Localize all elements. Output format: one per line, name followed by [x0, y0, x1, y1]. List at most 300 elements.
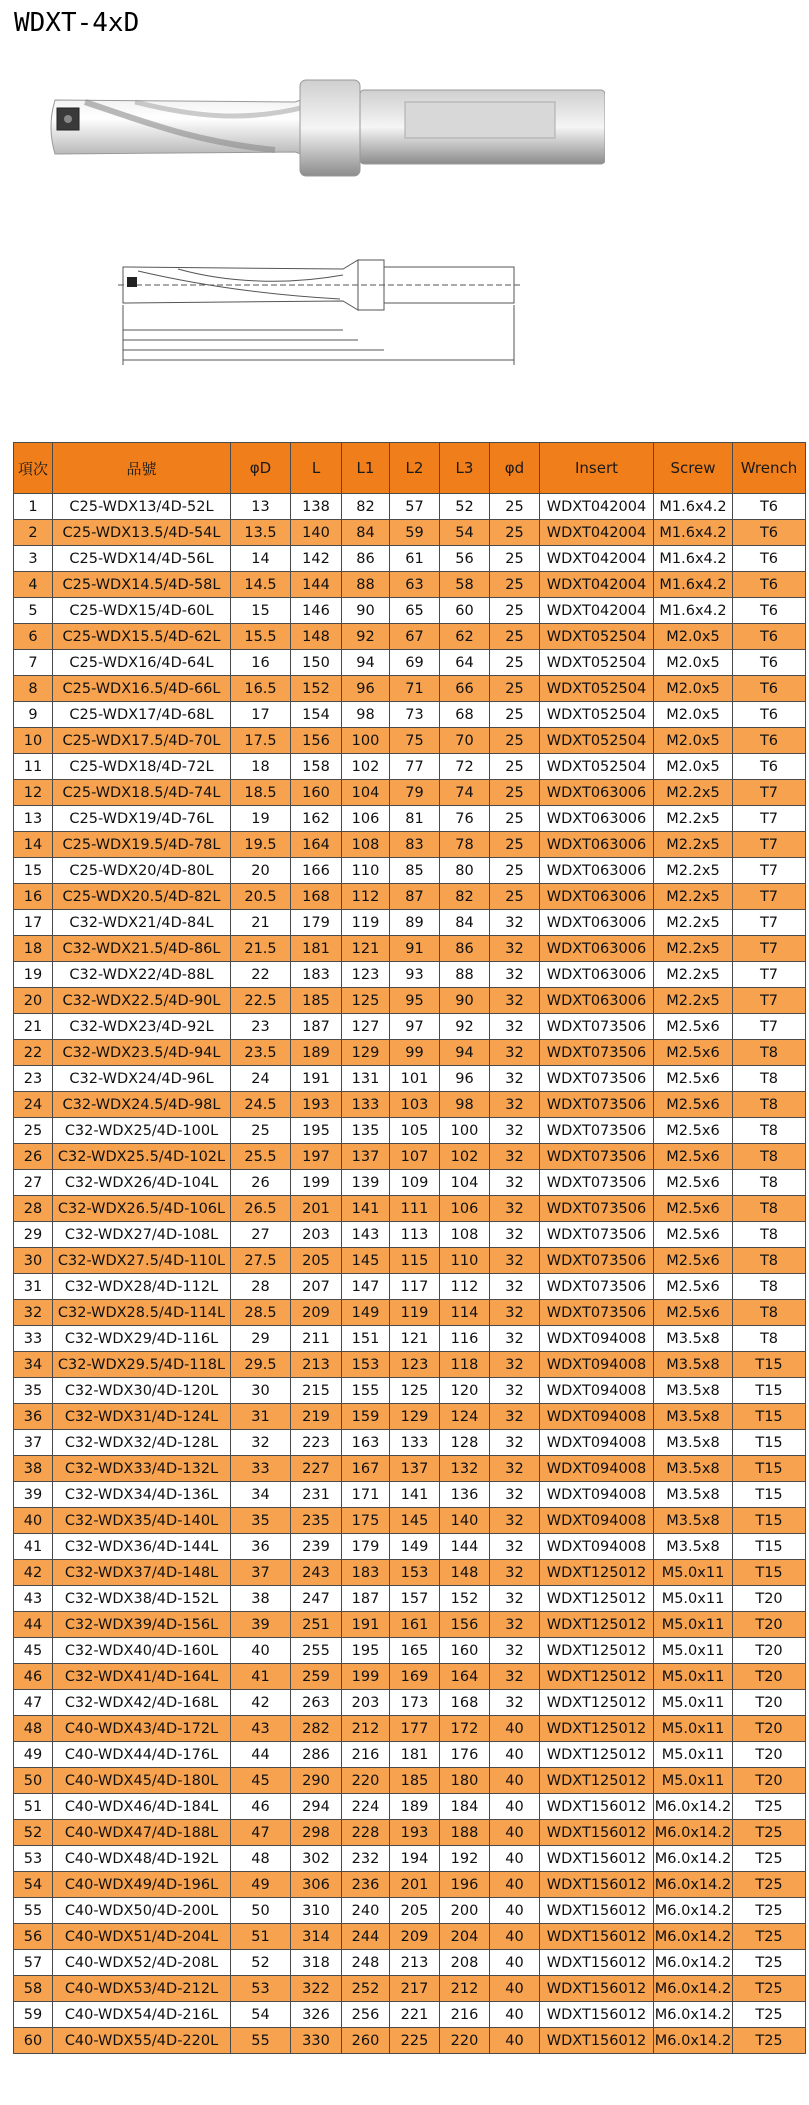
cell-length: 203 [291, 1222, 342, 1248]
cell-insert: WDXT073506 [540, 1040, 654, 1066]
cell-diameter: 34 [231, 1482, 291, 1508]
cell-length: 205 [291, 1248, 342, 1274]
cell-model: C32-WDX32/4D-128L [53, 1430, 231, 1456]
cell-l1: 216 [342, 1742, 390, 1768]
cell-length: 154 [291, 702, 342, 728]
cell-length: 166 [291, 858, 342, 884]
table-row [14, 1560, 806, 1586]
cell-item: 50 [14, 1768, 53, 1794]
cell-screw: M5.0x11 [654, 1768, 733, 1794]
cell-l1: 195 [342, 1638, 390, 1664]
cell-l3: 152 [440, 1586, 490, 1612]
cell-insert: WDXT094008 [540, 1404, 654, 1430]
cell-screw: M2.2x5 [654, 832, 733, 858]
cell-length: 282 [291, 1716, 342, 1742]
cell-shank-diameter: 40 [490, 1976, 540, 2002]
cell-length: 181 [291, 936, 342, 962]
table-row [14, 1456, 806, 1482]
cell-wrench: T20 [733, 1716, 806, 1742]
cell-wrench: T7 [733, 858, 806, 884]
cell-length: 223 [291, 1430, 342, 1456]
cell-l3: 90 [440, 988, 490, 1014]
cell-screw: M3.5x8 [654, 1534, 733, 1560]
table-row [14, 1092, 806, 1118]
cell-shank-diameter: 25 [490, 520, 540, 546]
cell-model: C25-WDX18/4D-72L [53, 754, 231, 780]
cell-insert: WDXT063006 [540, 780, 654, 806]
cell-wrench: T8 [733, 1248, 806, 1274]
cell-wrench: T15 [733, 1352, 806, 1378]
cell-model: C32-WDX21.5/4D-86L [53, 936, 231, 962]
cell-item: 58 [14, 1976, 53, 2002]
cell-item: 60 [14, 2028, 53, 2054]
cell-insert: WDXT094008 [540, 1456, 654, 1482]
cell-wrench: T15 [733, 1534, 806, 1560]
cell-l2: 101 [390, 1066, 440, 1092]
cell-wrench: T15 [733, 1456, 806, 1482]
table-row [14, 1326, 806, 1352]
cell-wrench: T7 [733, 936, 806, 962]
cell-l1: 133 [342, 1092, 390, 1118]
cell-screw: M6.0x14.2 [654, 1820, 733, 1846]
cell-model: C32-WDX38/4D-152L [53, 1586, 231, 1612]
cell-l3: 58 [440, 572, 490, 598]
cell-l1: 88 [342, 572, 390, 598]
cell-screw: M2.5x6 [654, 1092, 733, 1118]
cell-insert: WDXT094008 [540, 1378, 654, 1404]
cell-item: 53 [14, 1846, 53, 1872]
cell-insert: WDXT042004 [540, 598, 654, 624]
cell-diameter: 51 [231, 1924, 291, 1950]
cell-item: 1 [14, 494, 53, 520]
cell-insert: WDXT073506 [540, 1170, 654, 1196]
cell-shank-diameter: 32 [490, 1014, 540, 1040]
cell-length: 211 [291, 1326, 342, 1352]
cell-l1: 102 [342, 754, 390, 780]
cell-diameter: 23.5 [231, 1040, 291, 1066]
cell-screw: M1.6x4.2 [654, 598, 733, 624]
cell-screw: M3.5x8 [654, 1508, 733, 1534]
table-row [14, 1612, 806, 1638]
cell-shank-diameter: 25 [490, 754, 540, 780]
cell-shank-diameter: 40 [490, 1872, 540, 1898]
cell-length: 322 [291, 1976, 342, 2002]
cell-l2: 194 [390, 1846, 440, 1872]
cell-diameter: 14 [231, 546, 291, 572]
cell-l3: 110 [440, 1248, 490, 1274]
cell-shank-diameter: 32 [490, 1534, 540, 1560]
cell-shank-diameter: 25 [490, 780, 540, 806]
cell-screw: M2.0x5 [654, 728, 733, 754]
cell-insert: WDXT125012 [540, 1768, 654, 1794]
cell-insert: WDXT094008 [540, 1430, 654, 1456]
col-header-l3: L3 [440, 443, 490, 494]
cell-screw: M5.0x11 [654, 1716, 733, 1742]
cell-shank-diameter: 32 [490, 1092, 540, 1118]
cell-diameter: 18.5 [231, 780, 291, 806]
cell-l1: 112 [342, 884, 390, 910]
cell-shank-diameter: 25 [490, 832, 540, 858]
cell-shank-diameter: 32 [490, 1222, 540, 1248]
cell-insert: WDXT094008 [540, 1326, 654, 1352]
cell-l2: 129 [390, 1404, 440, 1430]
cell-l2: 225 [390, 2028, 440, 2054]
cell-diameter: 38 [231, 1586, 291, 1612]
table-row [14, 1508, 806, 1534]
table-row [14, 2002, 806, 2028]
cell-l3: 82 [440, 884, 490, 910]
cell-length: 187 [291, 1014, 342, 1040]
drill-technical-drawing [118, 255, 528, 375]
cell-wrench: T6 [733, 494, 806, 520]
cell-wrench: T20 [733, 1690, 806, 1716]
cell-screw: M3.5x8 [654, 1404, 733, 1430]
cell-l3: 124 [440, 1404, 490, 1430]
cell-shank-diameter: 32 [490, 988, 540, 1014]
cell-l2: 113 [390, 1222, 440, 1248]
cell-diameter: 22.5 [231, 988, 291, 1014]
cell-length: 144 [291, 572, 342, 598]
cell-l3: 60 [440, 598, 490, 624]
cell-l1: 167 [342, 1456, 390, 1482]
cell-diameter: 43 [231, 1716, 291, 1742]
cell-item: 48 [14, 1716, 53, 1742]
cell-model: C32-WDX31/4D-124L [53, 1404, 231, 1430]
cell-diameter: 24 [231, 1066, 291, 1092]
cell-l3: 116 [440, 1326, 490, 1352]
cell-insert: WDXT063006 [540, 936, 654, 962]
cell-screw: M2.2x5 [654, 936, 733, 962]
cell-length: 286 [291, 1742, 342, 1768]
cell-wrench: T7 [733, 988, 806, 1014]
cell-length: 160 [291, 780, 342, 806]
cell-item: 3 [14, 546, 53, 572]
table-row [14, 858, 806, 884]
cell-length: 138 [291, 494, 342, 520]
cell-l2: 221 [390, 2002, 440, 2028]
cell-l1: 236 [342, 1872, 390, 1898]
cell-insert: WDXT156012 [540, 1924, 654, 1950]
cell-model: C32-WDX27.5/4D-110L [53, 1248, 231, 1274]
cell-l1: 228 [342, 1820, 390, 1846]
cell-model: C25-WDX15.5/4D-62L [53, 624, 231, 650]
cell-insert: WDXT125012 [540, 1664, 654, 1690]
page-title: WDXT-4xD [14, 8, 140, 38]
table-row [14, 1742, 806, 1768]
cell-l2: 85 [390, 858, 440, 884]
cell-insert: WDXT073506 [540, 1144, 654, 1170]
cell-item: 57 [14, 1950, 53, 1976]
cell-wrench: T15 [733, 1404, 806, 1430]
cell-model: C32-WDX29/4D-116L [53, 1326, 231, 1352]
cell-l3: 104 [440, 1170, 490, 1196]
cell-diameter: 47 [231, 1820, 291, 1846]
cell-l1: 96 [342, 676, 390, 702]
table-row [14, 1352, 806, 1378]
cell-wrench: T7 [733, 910, 806, 936]
cell-shank-diameter: 32 [490, 936, 540, 962]
cell-shank-diameter: 25 [490, 572, 540, 598]
table-row [14, 1274, 806, 1300]
cell-l2: 145 [390, 1508, 440, 1534]
cell-model: C40-WDX45/4D-180L [53, 1768, 231, 1794]
cell-diameter: 22 [231, 962, 291, 988]
cell-item: 46 [14, 1664, 53, 1690]
cell-screw: M6.0x14.2 [654, 2028, 733, 2054]
cell-shank-diameter: 32 [490, 1170, 540, 1196]
cell-wrench: T25 [733, 2002, 806, 2028]
cell-shank-diameter: 32 [490, 1638, 540, 1664]
cell-insert: WDXT073506 [540, 1118, 654, 1144]
cell-length: 197 [291, 1144, 342, 1170]
cell-wrench: T25 [733, 1846, 806, 1872]
cell-l2: 137 [390, 1456, 440, 1482]
cell-l3: 68 [440, 702, 490, 728]
cell-shank-diameter: 40 [490, 1820, 540, 1846]
cell-l3: 96 [440, 1066, 490, 1092]
cell-l2: 93 [390, 962, 440, 988]
cell-screw: M2.0x5 [654, 702, 733, 728]
cell-diameter: 26.5 [231, 1196, 291, 1222]
cell-length: 263 [291, 1690, 342, 1716]
cell-wrench: T6 [733, 702, 806, 728]
cell-model: C32-WDX40/4D-160L [53, 1638, 231, 1664]
cell-length: 146 [291, 598, 342, 624]
cell-l3: 216 [440, 2002, 490, 2028]
cell-model: C32-WDX21/4D-84L [53, 910, 231, 936]
cell-l2: 165 [390, 1638, 440, 1664]
cell-insert: WDXT125012 [540, 1716, 654, 1742]
cell-model: C40-WDX55/4D-220L [53, 2028, 231, 2054]
cell-l3: 100 [440, 1118, 490, 1144]
cell-l2: 107 [390, 1144, 440, 1170]
cell-length: 259 [291, 1664, 342, 1690]
cell-screw: M1.6x4.2 [654, 546, 733, 572]
cell-insert: WDXT052504 [540, 728, 654, 754]
cell-screw: M3.5x8 [654, 1352, 733, 1378]
cell-l2: 77 [390, 754, 440, 780]
cell-l3: 120 [440, 1378, 490, 1404]
cell-item: 59 [14, 2002, 53, 2028]
table-row [14, 910, 806, 936]
cell-insert: WDXT052504 [540, 702, 654, 728]
cell-model: C32-WDX24.5/4D-98L [53, 1092, 231, 1118]
cell-screw: M2.5x6 [654, 1118, 733, 1144]
cell-shank-diameter: 25 [490, 728, 540, 754]
cell-model: C40-WDX47/4D-188L [53, 1820, 231, 1846]
cell-item: 32 [14, 1300, 53, 1326]
cell-insert: WDXT094008 [540, 1352, 654, 1378]
cell-wrench: T25 [733, 1924, 806, 1950]
cell-l2: 149 [390, 1534, 440, 1560]
cell-item: 19 [14, 962, 53, 988]
cell-shank-diameter: 25 [490, 884, 540, 910]
cell-length: 150 [291, 650, 342, 676]
cell-l2: 157 [390, 1586, 440, 1612]
cell-shank-diameter: 40 [490, 1924, 540, 1950]
cell-l1: 159 [342, 1404, 390, 1430]
cell-model: C25-WDX16.5/4D-66L [53, 676, 231, 702]
cell-screw: M2.5x6 [654, 1300, 733, 1326]
cell-l2: 141 [390, 1482, 440, 1508]
cell-l2: 75 [390, 728, 440, 754]
cell-length: 326 [291, 2002, 342, 2028]
cell-l2: 63 [390, 572, 440, 598]
cell-item: 31 [14, 1274, 53, 1300]
cell-l1: 175 [342, 1508, 390, 1534]
cell-item: 14 [14, 832, 53, 858]
cell-item: 37 [14, 1430, 53, 1456]
cell-model: C32-WDX41/4D-164L [53, 1664, 231, 1690]
table-row [14, 546, 806, 572]
cell-model: C25-WDX13.5/4D-54L [53, 520, 231, 546]
cell-item: 55 [14, 1898, 53, 1924]
cell-l1: 153 [342, 1352, 390, 1378]
cell-diameter: 17.5 [231, 728, 291, 754]
cell-l3: 140 [440, 1508, 490, 1534]
cell-l3: 208 [440, 1950, 490, 1976]
cell-length: 330 [291, 2028, 342, 2054]
cell-model: C32-WDX25.5/4D-102L [53, 1144, 231, 1170]
cell-screw: M5.0x11 [654, 1560, 733, 1586]
cell-l2: 57 [390, 494, 440, 520]
cell-model: C25-WDX20/4D-80L [53, 858, 231, 884]
table-row [14, 650, 806, 676]
cell-l3: 112 [440, 1274, 490, 1300]
cell-wrench: T7 [733, 806, 806, 832]
cell-model: C40-WDX54/4D-216L [53, 2002, 231, 2028]
cell-item: 15 [14, 858, 53, 884]
cell-screw: M5.0x11 [654, 1586, 733, 1612]
cell-wrench: T20 [733, 1768, 806, 1794]
cell-l1: 199 [342, 1664, 390, 1690]
cell-l1: 155 [342, 1378, 390, 1404]
cell-l3: 184 [440, 1794, 490, 1820]
cell-item: 22 [14, 1040, 53, 1066]
table-row [14, 2028, 806, 2054]
cell-model: C25-WDX15/4D-60L [53, 598, 231, 624]
cell-item: 6 [14, 624, 53, 650]
cell-model: C32-WDX23/4D-92L [53, 1014, 231, 1040]
cell-screw: M2.5x6 [654, 1196, 733, 1222]
cell-item: 42 [14, 1560, 53, 1586]
table-row [14, 832, 806, 858]
cell-diameter: 15.5 [231, 624, 291, 650]
cell-l2: 213 [390, 1950, 440, 1976]
cell-item: 40 [14, 1508, 53, 1534]
cell-length: 255 [291, 1638, 342, 1664]
cell-wrench: T6 [733, 598, 806, 624]
cell-l3: 84 [440, 910, 490, 936]
cell-l2: 97 [390, 1014, 440, 1040]
cell-l1: 260 [342, 2028, 390, 2054]
cell-wrench: T25 [733, 2028, 806, 2054]
cell-l3: 78 [440, 832, 490, 858]
cell-shank-diameter: 32 [490, 1508, 540, 1534]
cell-item: 9 [14, 702, 53, 728]
cell-length: 152 [291, 676, 342, 702]
cell-diameter: 45 [231, 1768, 291, 1794]
cell-shank-diameter: 32 [490, 1144, 540, 1170]
table-row [14, 962, 806, 988]
cell-screw: M2.2x5 [654, 806, 733, 832]
cell-l2: 65 [390, 598, 440, 624]
cell-l2: 177 [390, 1716, 440, 1742]
cell-l1: 244 [342, 1924, 390, 1950]
cell-shank-diameter: 32 [490, 1352, 540, 1378]
cell-item: 29 [14, 1222, 53, 1248]
cell-diameter: 33 [231, 1456, 291, 1482]
cell-model: C25-WDX20.5/4D-82L [53, 884, 231, 910]
cell-shank-diameter: 25 [490, 676, 540, 702]
cell-length: 193 [291, 1092, 342, 1118]
cell-model: C32-WDX27/4D-108L [53, 1222, 231, 1248]
cell-diameter: 46 [231, 1794, 291, 1820]
table-row [14, 1638, 806, 1664]
cell-insert: WDXT063006 [540, 962, 654, 988]
cell-wrench: T20 [733, 1638, 806, 1664]
cell-l2: 125 [390, 1378, 440, 1404]
cell-insert: WDXT125012 [540, 1560, 654, 1586]
cell-l3: 188 [440, 1820, 490, 1846]
cell-length: 227 [291, 1456, 342, 1482]
cell-l2: 109 [390, 1170, 440, 1196]
cell-wrench: T15 [733, 1560, 806, 1586]
cell-insert: WDXT125012 [540, 1638, 654, 1664]
cell-model: C25-WDX14/4D-56L [53, 546, 231, 572]
cell-l3: 114 [440, 1300, 490, 1326]
cell-model: C25-WDX17.5/4D-70L [53, 728, 231, 754]
cell-l2: 153 [390, 1560, 440, 1586]
cell-insert: WDXT156012 [540, 1872, 654, 1898]
cell-wrench: T6 [733, 650, 806, 676]
cell-wrench: T20 [733, 1612, 806, 1638]
cell-item: 18 [14, 936, 53, 962]
cell-screw: M6.0x14.2 [654, 1976, 733, 2002]
cell-l1: 90 [342, 598, 390, 624]
cell-insert: WDXT052504 [540, 650, 654, 676]
cell-diameter: 16 [231, 650, 291, 676]
cell-l3: 220 [440, 2028, 490, 2054]
table-row [14, 1144, 806, 1170]
table-row [14, 728, 806, 754]
cell-l2: 201 [390, 1872, 440, 1898]
cell-insert: WDXT063006 [540, 988, 654, 1014]
table-row [14, 1248, 806, 1274]
cell-l1: 92 [342, 624, 390, 650]
cell-insert: WDXT073506 [540, 1222, 654, 1248]
cell-length: 215 [291, 1378, 342, 1404]
cell-shank-diameter: 25 [490, 598, 540, 624]
cell-l1: 232 [342, 1846, 390, 1872]
cell-length: 213 [291, 1352, 342, 1378]
cell-diameter: 25 [231, 1118, 291, 1144]
cell-diameter: 16.5 [231, 676, 291, 702]
table-row [14, 1196, 806, 1222]
cell-item: 52 [14, 1820, 53, 1846]
cell-l3: 92 [440, 1014, 490, 1040]
cell-item: 4 [14, 572, 53, 598]
cell-shank-diameter: 32 [490, 1040, 540, 1066]
cell-l1: 220 [342, 1768, 390, 1794]
cell-length: 298 [291, 1820, 342, 1846]
table-row [14, 1014, 806, 1040]
cell-l1: 141 [342, 1196, 390, 1222]
cell-insert: WDXT042004 [540, 520, 654, 546]
cell-insert: WDXT042004 [540, 494, 654, 520]
cell-l2: 161 [390, 1612, 440, 1638]
cell-l3: 70 [440, 728, 490, 754]
